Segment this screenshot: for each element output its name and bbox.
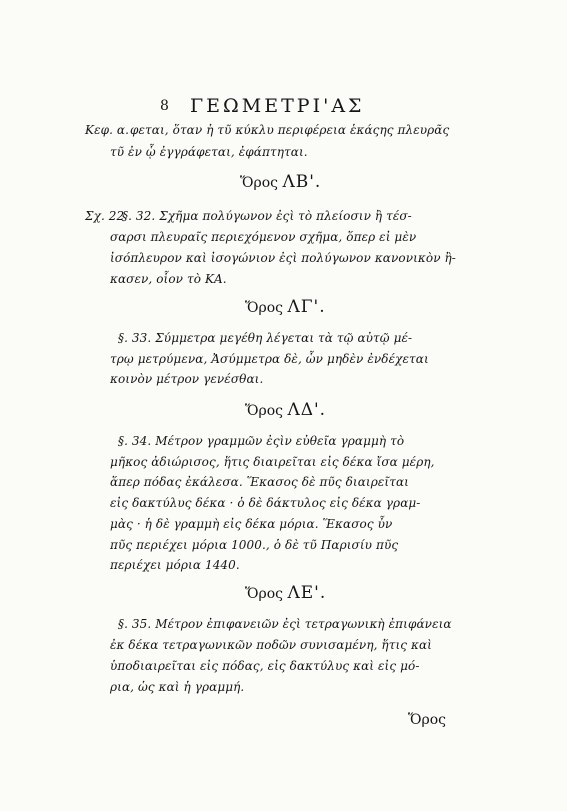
term-prefix: Ὅρος: [245, 403, 283, 419]
paragraph-32-line-3: ἰσόπλευρον καὶ ἰσογώνιον ἐςὶ πολύγωνον κανονικὸν ἢ-: [110, 251, 456, 265]
term-letters: ΛΔ'.: [287, 400, 327, 420]
page-number: 8: [160, 98, 169, 114]
term-prefix: Ὅρος: [245, 586, 283, 602]
paragraph-32-line-2: σαρσι πλευραῖς περιεχόμενον σχῆμα, ὅπερ εἰ μὲν: [110, 230, 417, 244]
running-title: ΓΕΩΜΕΤΡΙ'ΑΣ: [190, 95, 365, 117]
paragraph-34-line-6: πῦς περιέχει μόρια 1000., ὁ δὲ τῦ Παρισίυ πῦς: [110, 538, 399, 552]
term-heading-35: [245, 583, 326, 603]
term-heading-34: [245, 400, 326, 420]
term-prefix: Ὅρος: [240, 175, 278, 191]
paragraph-34-line-3: ἅπερ πόδας ἐκάλεσα. Ἕκασος δὲ πῦς διαιρεῖται: [110, 475, 409, 489]
paragraph-34-line-5: μὰς · ἡ δὲ γραμμὴ εἰς δέκα μόρια. Ἕκασος ὖν: [110, 517, 393, 531]
margin-note-chapter: Κεφ. α.: [85, 123, 130, 137]
term-heading-32: [240, 172, 321, 192]
paragraph-34-line-1: §. 34. Μέτρον γραμμῶν ἐςὶν εὐθεῖα γραμμὴ τὸ: [118, 434, 405, 448]
paragraph-35-line-2: ἐκ δέκα τετραγωνικῶν ποδῶν συνισαμένη, ἥτις καὶ: [110, 638, 432, 652]
term-letters: ΛΒ'.: [282, 172, 322, 192]
paragraph-35-line-1: §. 35. Μέτρον ἐπιφανειῶν ἐςὶ τετραγωνικὴ ἐπιφάνεια: [118, 617, 452, 631]
catchword: Ὅρος: [408, 712, 446, 728]
margin-note-figure: Σχ. 22: [85, 209, 125, 223]
paragraph-33-line-2: τρῳ μετρύμενα, Ἀσύμμετρα δὲ, ὧν μηδὲν ἐνδέχεται: [110, 352, 429, 366]
paragraph-34-line-2: μῆκος ἀδιώρισος, ἥτις διαιρεῖται εἰς δέκα ἴσα μέρη,: [110, 455, 435, 469]
paragraph-34-line-7: περιέχει μόρια 1440.: [110, 558, 240, 572]
paragraph-35-line-3: ὑποδιαιρεῖται εἰς πόδας, εἰς δακτύλυς καὶ εἰς μό-: [110, 659, 420, 673]
term-letters: ΛΕ'.: [287, 583, 327, 603]
term-heading-33: [245, 297, 326, 317]
paragraph-34-line-4: εἰς δακτύλυς δέκα · ὁ δὲ δάκτυλος εἰς δέκα γραμ-: [110, 496, 421, 510]
intro-line-1: φεται, ὅταν ἡ τῦ κύκλυ περιφέρεια ἑκάςης πλευρᾶς: [130, 123, 450, 137]
term-letters: ΛΓ'.: [287, 297, 326, 317]
paragraph-33-line-1: §. 33. Σύμμετρα μεγέθη λέγεται τὰ τῷ αὐτῷ μέ-: [118, 331, 413, 345]
paragraph-32-line-1: §. 32. Σχῆμα πολύγωνον ἐςὶ τὸ πλείοσιν ἢ τέσ-: [122, 209, 412, 223]
paragraph-32-line-4: κασεν, οἷον τὸ ΚΑ.: [110, 272, 227, 286]
paragraph-33-line-3: κοινὸν μέτρον γενέσθαι.: [110, 372, 264, 386]
intro-line-2: τῦ ἐν ᾧ ἐγγράφεται, ἐφάπτηται.: [110, 145, 308, 159]
term-prefix: Ὅρος: [245, 300, 283, 316]
paragraph-35-line-4: ρια, ὡς καὶ ἡ γραμμή.: [110, 680, 245, 694]
